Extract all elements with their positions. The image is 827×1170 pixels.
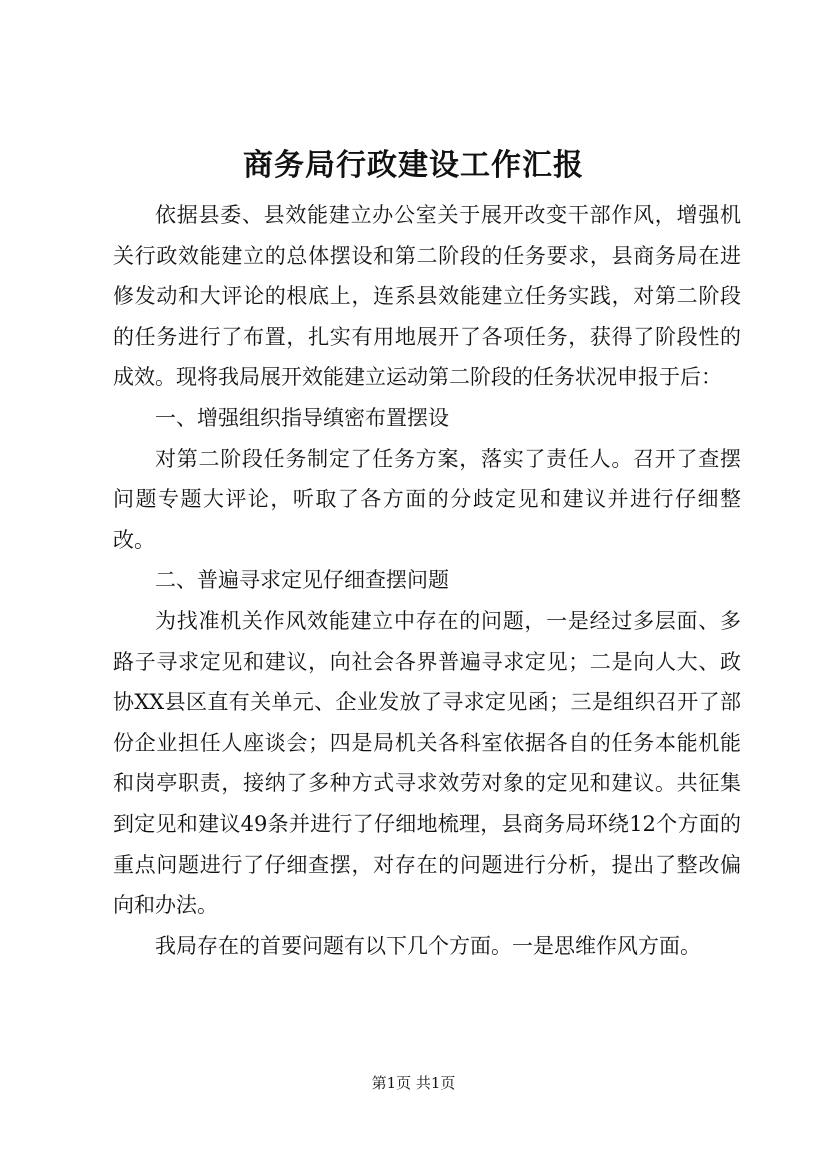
paragraph-section-1: 对第二阶段任务制定了任务方案，落实了责任人。召开了查摆问题专题大评论，听取了各方面的分歧定见和建议并进行仔细整改。 bbox=[113, 446, 741, 552]
paragraph-problems: 我局存在的首要问题有以下几个方面。一是思维作风方面。 bbox=[155, 933, 701, 958]
section-heading-2: 二、普遍寻求定见仔细查摆问题 bbox=[155, 568, 449, 593]
paragraph-intro: 依据县委、县效能建立办公室关于展开改变干部作风，增强机关行政效能建立的总体摆设和第二阶段的任务要求，县商务局在进修发动和大评论的根底上，连系县效能建立任务实践，对第二阶段的任务进行了布置，扎实有用地展开了各项任务，获得了阶段性的成效。现将我局展开效能建立运动第二阶段的任务状况申报于后： bbox=[113, 203, 741, 390]
page-footer: 第1页 共1页 bbox=[371, 1074, 456, 1092]
paragraph-section-2: 为找准机关作风效能建立中存在的问题，一是经过多层面、多路子寻求定见和建议，向社会各界普遍寻求定见；二是向人大、政协XX县区直有关单元、企业发放了寻求定见函；三是组织召开了部份企业担任人座谈会；四是局机关各科室依据各自的任务本能机能和岗亭职责，接纳了多种方式寻求效劳对象的定见和建议。共征集到定见和建议49条并进行了仔细地梳理，县商务局环绕12个方面的重点问题进行了仔细查摆，对存在的问题进行分析，提出了整改偏向和办法。 bbox=[113, 608, 741, 918]
document-title: 商务局行政建设工作汇报 bbox=[243, 148, 584, 183]
section-heading-1: 一、增强组织指导缜密布置摆设 bbox=[155, 405, 449, 430]
document-body bbox=[113, 195, 741, 966]
